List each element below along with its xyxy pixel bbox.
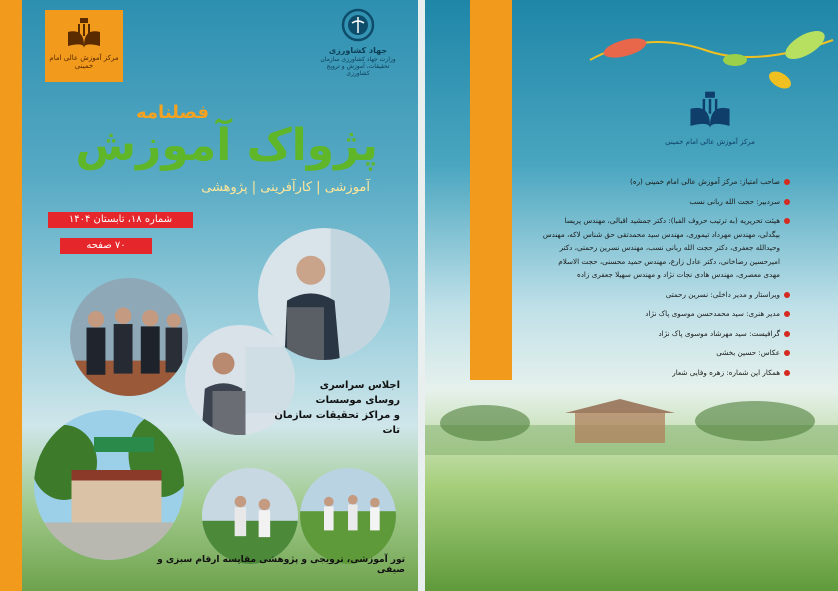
back-logo (665, 90, 755, 170)
photo-field-tour-2 (300, 468, 396, 564)
credit-art-director: مدیر هنری: سید محمدحسن موسوی پاک نژاد (540, 307, 790, 321)
bullet-icon (784, 331, 790, 337)
bullet-icon (784, 311, 790, 317)
photo-caption (270, 378, 400, 438)
bullet-icon (784, 292, 790, 298)
subtitle: آموزشی | کارآفرینی | پژوهشی (201, 180, 370, 195)
bottom-caption: تور آموزشی، ترویجی و پژوهشی مقایسه ارقام سبزی و صیفی (157, 555, 405, 575)
jihad-title: جهاد کشاورزی (328, 46, 388, 55)
issue-label: شماره ۱۸، تابستان ۱۴۰۴ (48, 212, 193, 228)
photo-group (70, 278, 188, 396)
logo-caption: مرکز آموزش عالی امام خمینی (49, 54, 119, 70)
book-icon (688, 90, 732, 130)
front-cover (0, 0, 418, 591)
credits-list (540, 175, 790, 379)
credit-contributor: همکار این شماره: زهره وفایی شعار (540, 366, 790, 380)
orange-strip-back (470, 0, 512, 380)
orange-strip (0, 0, 22, 591)
leaves-decoration-icon (585, 20, 835, 100)
bullet-icon (784, 370, 790, 376)
building-silhouette (425, 395, 838, 455)
credit-owner: صاحب امتیاز: مرکز آموزش عالی امام خمینی (ره) (540, 175, 790, 189)
jihad-logo (318, 8, 398, 78)
credit-board: هیئت تحریریه (به ترتیب حروف الفبا): دکتر جمشید اقبالی، مهندس پریسا بیگدلی، مهندس مهرداد تیموری، مهندس سید محمدتقی حق شناس لاکه، مهندس وحیدالله جعفری، دکتر حجت الله ربانی نسب، مهندس نسرین رحمتی، دکتر امیرحسین رضاخانی، دکتر عادل زارع، مهندس حمید محسنی، حجت الاسلام مهدی معصری، مهندس هادی نجات نژاد و مهندس سهیلا جعفری زاده (540, 214, 790, 282)
caption-line-2: روسای موسسات (315, 395, 400, 406)
bullet-icon (784, 350, 790, 356)
credit-editor: سردبیر: حجت الله ربانی نسب (540, 195, 790, 209)
bullet-icon (784, 218, 790, 224)
center-logo (45, 10, 123, 82)
pages-label: ۷۰ صفحه (60, 238, 152, 254)
jihad-subtitle: وزارت جهاد کشاورزی سازمان تحقیقات، آموزش و ترویج کشاورزی (320, 55, 396, 77)
bullet-icon (784, 199, 790, 205)
credit-copyeditor: ویراستار و مدیر داخلی: نسرین رحمتی (540, 288, 790, 302)
bullet-icon (784, 179, 790, 185)
credit-photographer: عکاس: حسین بخشی (540, 346, 790, 360)
photo-building (34, 410, 184, 560)
book-icon (66, 18, 102, 48)
back-cover (425, 0, 838, 591)
jihad-emblem-icon (341, 8, 375, 42)
caption-line-3: و مراکز تحقیقات سازمان تات (274, 410, 400, 436)
back-logo-caption: مرکز آموزش عالی امام خمینی (665, 138, 755, 146)
caption-line-1: اجلاس سراسری (319, 380, 400, 391)
magazine-title: پژواک آموزش (75, 120, 378, 171)
photo-field-tour-1 (202, 468, 298, 564)
spine-gutter (418, 0, 425, 591)
title-prefix: فصلنامه (136, 102, 210, 123)
credit-graphic: گرافیست: سید مهرشاد موسوی پاک نژاد (540, 327, 790, 341)
